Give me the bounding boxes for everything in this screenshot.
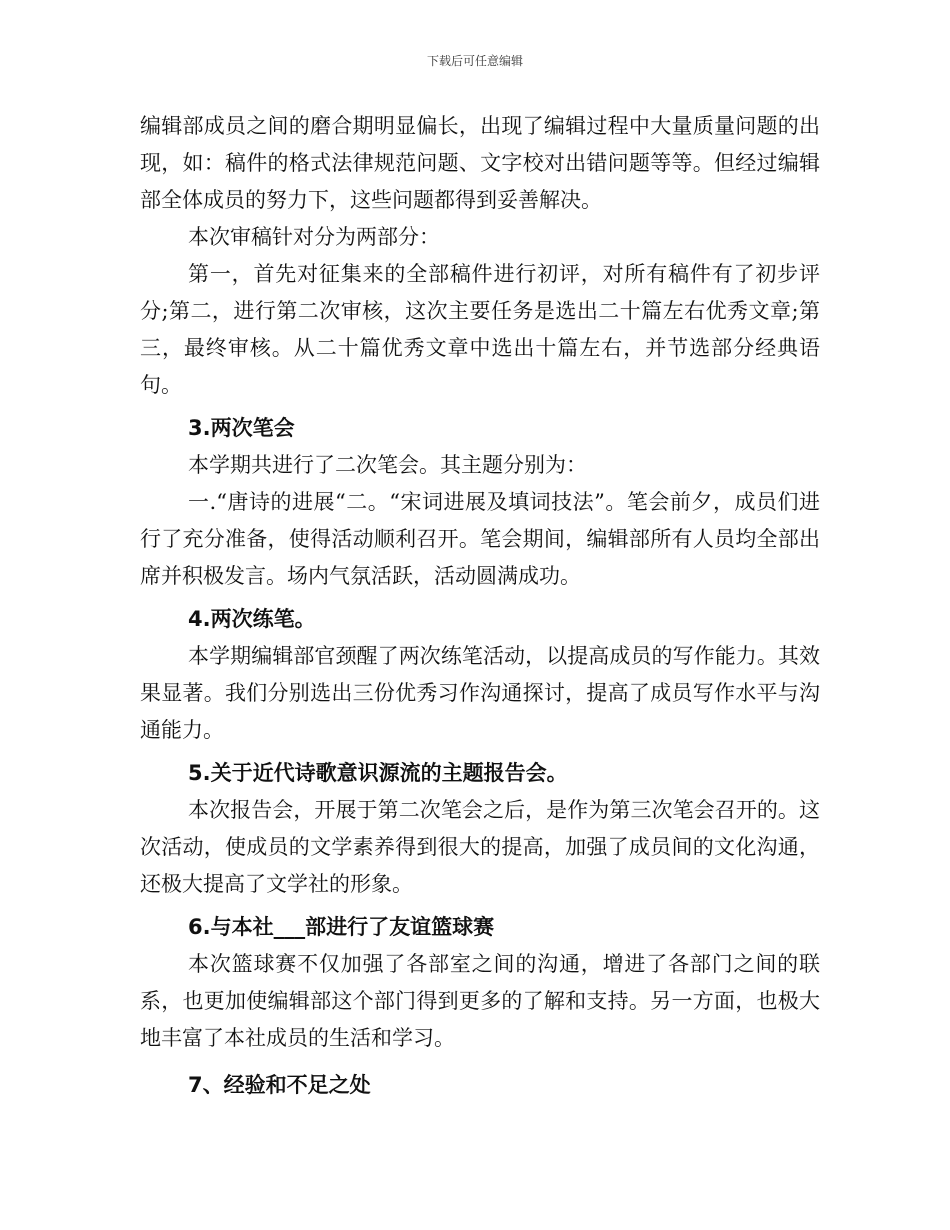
- paragraph-editing-issues: 编辑部成员之间的磨合期明显偏长，出现了编辑过程中大量质量问题的出现，如：稿件的格式法律规范问题、文字校对出错问题等等。但经过编辑部全体成员的努力下，这些问题都得到妥善解决。: [140, 114, 820, 212]
- heading-writing-meetings: 3.两次笔会: [188, 416, 295, 440]
- heading-experience-shortcomings: 7、经验和不足之处: [188, 1073, 371, 1097]
- paragraph-report-detail: 本次报告会，开展于第二次笔会之后，是作为第三次笔会召开的。这次活动，使成员的文学素养得到很大的提高，加强了成员间的文化沟通，还极大提高了文学社的形象。: [140, 798, 820, 896]
- paragraph-practice-detail: 本学期编辑部官颈醒了两次练笔活动，以提高成员的写作能力。其效果显著。我们分别选出三份优秀习作沟通探讨，提高了成员写作水平与沟通能力。: [140, 644, 820, 742]
- paragraph-review-intro: 本次审稿针对分为两部分：: [188, 225, 440, 249]
- heading-report-meeting: 5.关于近代诗歌意识源流的主题报告会。: [188, 761, 568, 785]
- document-body: [140, 108, 820, 1104]
- paragraph-meetings-intro: 本学期共进行了二次笔会。其主题分别为：: [188, 453, 587, 477]
- paragraph-meetings-detail: 一.“唐诗的进展“二。“宋词进展及填词技法”。笔会前夕，成员们进行了充分准备，使得活动顺利召开。笔会期间，编辑部所有人员均全部出席并积极发言。场内气氛活跃，活动圆满成功。: [140, 490, 820, 588]
- page-header: 下载后可任意编辑: [426, 54, 523, 68]
- heading-basketball-game: 6.与本社___部进行了友谊篮球赛: [188, 915, 495, 939]
- paragraph-review-steps: 第一，首先对征集来的全部稿件进行初评，对所有稿件有了初步评分;第二，进行第二次审核，这次主要任务是选出二十篇左右优秀文章;第三，最终审核。从二十篇优秀文章中选出十篇左右，并节选部分经典语句。: [140, 262, 820, 397]
- heading-writing-practice: 4.两次练笔。: [188, 607, 316, 631]
- paragraph-basketball-detail: 本次篮球赛不仅加强了各部室之间的沟通，增进了各部门之间的联系，也更加使编辑部这个部门得到更多的了解和支持。另一方面，也极大地丰富了本社成员的生活和学习。: [140, 952, 820, 1050]
